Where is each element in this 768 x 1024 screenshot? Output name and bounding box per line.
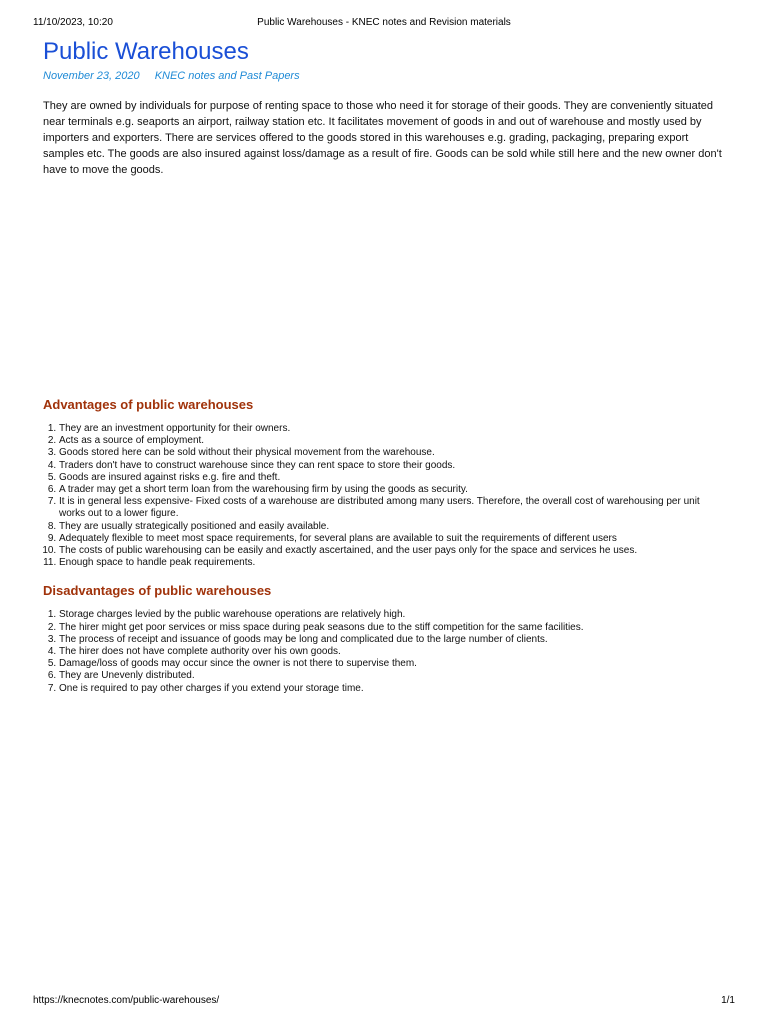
blank-ad-space [43,178,728,396]
post-category-link[interactable]: KNEC notes and Past Papers [154,70,300,82]
print-date: 11/10/2023, 10:20 [33,17,113,28]
list-item: 9. Adequately flexible to meet most space requirements, for several plans are available to suit the requirements of different users [59,533,728,545]
list-item: 5. Goods are insured against risks e.g. fire and theft. [59,472,728,484]
page-title: Public Warehouses [43,38,249,65]
disadvantages-heading: Disadvantages of public warehouses [43,583,272,599]
article [43,37,728,695]
list-item: 1. Storage charges levied by the public warehouse operations are relatively high. [59,609,728,621]
post-meta [43,69,728,83]
list-item: 4. Traders don't have to construct warehouse since they can rent space to store their goods. [59,460,728,472]
list-item: 2. The hirer might get poor services or miss space during peak seasons due to the stiff competition for the same facilities. [59,622,728,634]
print-document-title: Public Warehouses - KNEC notes and Revision materials [257,17,511,28]
print-footer [33,994,735,1008]
list-item: 2. Acts as a source of employment. [59,435,728,447]
intro-paragraph: They are owned by individuals for purpose of renting space to those who need it for storage of their goods. They are conveniently situated near terminals e.g. seaports an airport, railway station etc. It facilitates movement of goods in and out of warehouse and mostly used by importers and exporters. There are services offered to the goods stored in this warehouses e.g. grading, packaging, preparing export samples etc. The goods are also insured against loss/damage as a result of fire. Goods can be sold while still here and the new owner don't have to move the goods. [43,100,722,176]
print-header [33,16,735,30]
advantages-heading: Advantages of public warehouses [43,397,254,412]
list-item: 7. One is required to pay other charges if you extend your storage time. [59,683,728,695]
list-item: 1. They are an investment opportunity for their owners. [59,423,728,435]
post-date-link[interactable]: November 23, 2020 [43,70,140,82]
list-item: 10. The costs of public warehousing can be easily and exactly ascertained, and the user pays only for the space and services he uses. [59,545,728,557]
list-item: 3. The process of receipt and issuance of goods may be long and complicated due to the large number of clients. [59,634,728,646]
list-item: 6. A trader may get a short term loan from the warehousing firm by using the goods as security. [59,484,728,496]
print-url: https://knecnotes.com/public-warehouses/ [33,995,220,1006]
list-item: 5. Damage/loss of goods may occur since the owner is not there to supervise them. [59,658,728,670]
list-item: 11. Enough space to handle peak requirements. [59,557,728,569]
page-number: 1/1 [721,995,735,1006]
list-item: 3. Goods stored here can be sold without their physical movement from the warehouse. [59,447,728,459]
list-item: 7. It is in general less expensive- Fixed costs of a warehouse are distributed among many users. Therefore, the overall cost of warehousing per unit works out to a lower figure. [59,496,728,520]
disadvantages-list [43,609,728,694]
list-item: 4. The hirer does not have complete authority over his own goods. [59,646,728,658]
advantages-list [43,423,728,569]
list-item: 8. They are usually strategically positioned and easily available. [59,521,728,533]
list-item: 6. They are Unevenly distributed. [59,670,728,682]
